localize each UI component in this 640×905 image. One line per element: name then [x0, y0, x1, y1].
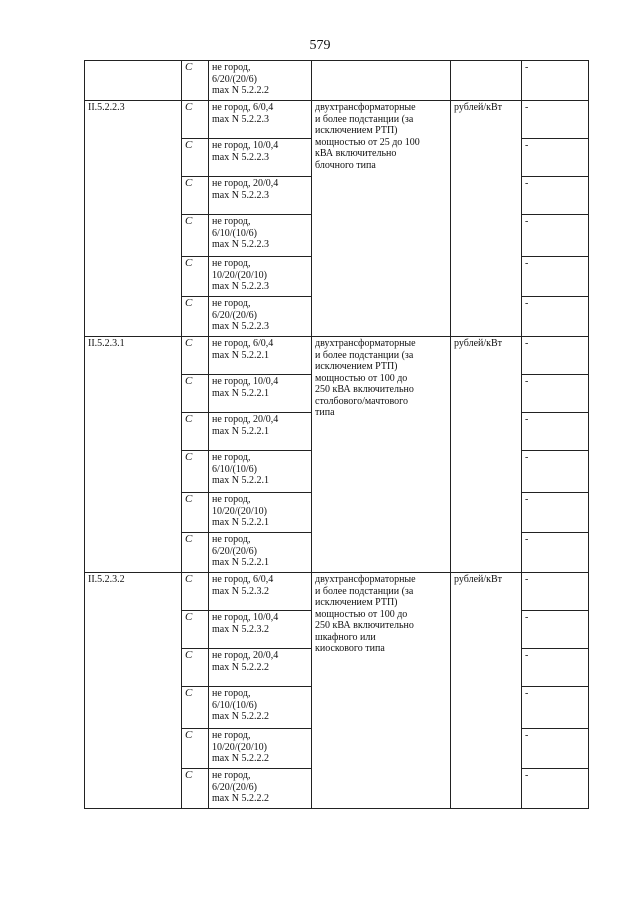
value-cell: -	[522, 413, 589, 451]
code-cell: II.5.2.2.3	[85, 101, 182, 337]
voltage-line: max N 5.2.2.3	[212, 321, 269, 332]
voltage-cell	[209, 413, 312, 451]
value-cell: -	[522, 177, 589, 215]
value-cell: -	[522, 375, 589, 413]
voltage-line: не город, 10/0,4	[212, 612, 279, 623]
unit-cell: рублей/кВт	[451, 573, 522, 809]
voltage-line: не город,	[212, 494, 251, 505]
letter-cell: C	[182, 729, 209, 769]
value-cell: -	[522, 687, 589, 729]
description-line: мощностью от 100 до	[315, 372, 408, 384]
voltage-line: 6/10/(10/6)	[212, 227, 257, 239]
description-line: и более подстанции (за	[315, 585, 414, 597]
voltage-line: 6/20/(20/6)	[212, 309, 257, 321]
voltage-line: 10/20/(20/10)	[212, 505, 267, 517]
voltage-line: max N 5.2.2.3	[212, 151, 269, 163]
voltage-line: не город,	[212, 298, 251, 309]
letter-cell: C	[182, 61, 209, 101]
table-row	[85, 101, 589, 139]
voltage-line: не город,	[212, 62, 251, 73]
voltage-line: не город, 10/0,4	[212, 140, 279, 151]
description-line: исключением РТП)	[315, 125, 398, 136]
voltage-line: не город,	[212, 770, 251, 781]
voltage-line: max N 5.2.2.1	[212, 517, 269, 528]
voltage-line: max N 5.2.2.2	[212, 85, 269, 96]
voltage-line: 10/20/(20/10)	[212, 269, 267, 281]
description-line: 250 кВА включительно	[315, 384, 414, 395]
voltage-line: max N 5.2.2.2	[212, 661, 269, 673]
voltage-cell	[209, 687, 312, 729]
value-cell: -	[522, 337, 589, 375]
voltage-cell	[209, 649, 312, 687]
voltage-cell	[209, 101, 312, 139]
voltage-cell	[209, 337, 312, 375]
description-line: столбового/мачтового	[315, 395, 408, 407]
description-line: кВА включительно	[315, 148, 397, 159]
description-line: и более подстанции (за	[315, 349, 414, 361]
value-cell: -	[522, 61, 589, 101]
voltage-cell	[209, 375, 312, 413]
table-row	[85, 61, 589, 101]
voltage-line: max N 5.2.2.1	[212, 475, 269, 486]
description-cell	[312, 101, 451, 337]
letter-cell: C	[182, 493, 209, 533]
unit-cell: рублей/кВт	[451, 101, 522, 337]
voltage-line: max N 5.2.2.2	[212, 711, 269, 722]
unit-cell: рублей/кВт	[451, 337, 522, 573]
value-cell: -	[522, 649, 589, 687]
page-number: 579	[309, 38, 331, 53]
voltage-line: не город, 6/0,4	[212, 102, 274, 113]
value-cell: -	[522, 611, 589, 649]
tariff-table-body	[85, 61, 589, 809]
voltage-line: 10/20/(20/10)	[212, 741, 267, 753]
code-cell: II.5.2.3.1	[85, 337, 182, 573]
voltage-line: max N 5.2.2.3	[212, 189, 269, 201]
value-cell: -	[522, 769, 589, 809]
voltage-line: не город, 20/0,4	[212, 178, 279, 189]
value-cell: -	[522, 139, 589, 177]
voltage-line: max N 5.2.2.1	[212, 387, 269, 399]
voltage-line: max N 5.2.3.2	[212, 623, 269, 635]
description-line: 250 кВА включительно	[315, 620, 414, 631]
value-cell: -	[522, 215, 589, 257]
description-line: мощностью от 25 до 100	[315, 136, 420, 148]
description-cell	[312, 337, 451, 573]
voltage-line: max N 5.2.2.3	[212, 281, 269, 292]
voltage-cell	[209, 177, 312, 215]
voltage-cell	[209, 297, 312, 337]
letter-cell: C	[182, 337, 209, 375]
letter-cell: C	[182, 257, 209, 297]
voltage-line: 6/10/(10/6)	[212, 463, 257, 475]
letter-cell: C	[182, 687, 209, 729]
voltage-line: не город, 20/0,4	[212, 650, 279, 661]
value-cell: -	[522, 451, 589, 493]
description-line: двухтрансформаторные	[315, 574, 416, 585]
voltage-line: max N 5.2.2.3	[212, 113, 269, 125]
letter-cell: C	[182, 573, 209, 611]
voltage-cell	[209, 61, 312, 101]
description-line: типа	[315, 407, 335, 418]
description-line: шкафного или	[315, 631, 376, 643]
voltage-line: max N 5.2.2.2	[212, 793, 269, 804]
voltage-line: 6/10/(10/6)	[212, 699, 257, 711]
description-line: блочного типа	[315, 159, 376, 171]
value-cell: -	[522, 493, 589, 533]
table-row	[85, 573, 589, 611]
value-cell: -	[522, 257, 589, 297]
voltage-cell	[209, 769, 312, 809]
letter-cell: C	[182, 413, 209, 451]
voltage-line: не город,	[212, 258, 251, 269]
letter-cell: C	[182, 649, 209, 687]
voltage-cell	[209, 729, 312, 769]
tariff-table	[84, 60, 589, 809]
description-cell	[312, 573, 451, 809]
unit-cell	[451, 61, 522, 101]
letter-cell: C	[182, 375, 209, 413]
description-line: исключением РТП)	[315, 597, 398, 608]
voltage-line: не город,	[212, 730, 251, 741]
value-cell: -	[522, 297, 589, 337]
value-cell: -	[522, 101, 589, 139]
code-cell: II.5.2.3.2	[85, 573, 182, 809]
voltage-line: max N 5.2.3.2	[212, 585, 269, 597]
table-row	[85, 337, 589, 375]
letter-cell: C	[182, 297, 209, 337]
voltage-cell	[209, 493, 312, 533]
letter-cell: C	[182, 215, 209, 257]
voltage-line: max N 5.2.2.1	[212, 557, 269, 568]
voltage-cell	[209, 451, 312, 493]
description-line: мощностью от 100 до	[315, 608, 408, 620]
description-line: двухтрансформаторные	[315, 102, 416, 113]
voltage-cell	[209, 611, 312, 649]
value-cell: -	[522, 533, 589, 573]
description-line: двухтрансформаторные	[315, 338, 416, 349]
voltage-line: не город, 20/0,4	[212, 414, 279, 425]
voltage-cell	[209, 573, 312, 611]
voltage-line: не город,	[212, 452, 251, 463]
value-cell: -	[522, 729, 589, 769]
letter-cell: C	[182, 101, 209, 139]
letter-cell: C	[182, 769, 209, 809]
description-line: киоскового типа	[315, 643, 385, 654]
letter-cell: C	[182, 533, 209, 573]
value-cell: -	[522, 573, 589, 611]
letter-cell: C	[182, 139, 209, 177]
description-line: исключением РТП)	[315, 361, 398, 372]
voltage-cell	[209, 139, 312, 177]
voltage-line: max N 5.2.2.3	[212, 239, 269, 250]
code-cell	[85, 61, 182, 101]
voltage-cell	[209, 533, 312, 573]
description-line: и более подстанции (за	[315, 113, 414, 125]
voltage-line: не город, 6/0,4	[212, 338, 274, 349]
voltage-cell	[209, 257, 312, 297]
voltage-line: не город,	[212, 534, 251, 545]
voltage-line: max N 5.2.2.2	[212, 753, 269, 764]
letter-cell: C	[182, 177, 209, 215]
voltage-line: не город,	[212, 216, 251, 227]
voltage-line: 6/20/(20/6)	[212, 73, 257, 85]
description-cell	[312, 61, 451, 101]
voltage-line: max N 5.2.2.1	[212, 425, 269, 437]
voltage-line: 6/20/(20/6)	[212, 545, 257, 557]
letter-cell: C	[182, 611, 209, 649]
letter-cell: C	[182, 451, 209, 493]
voltage-line: не город, 6/0,4	[212, 574, 274, 585]
voltage-cell	[209, 215, 312, 257]
voltage-line: не город, 10/0,4	[212, 376, 279, 387]
voltage-line: не город,	[212, 688, 251, 699]
voltage-line: 6/20/(20/6)	[212, 781, 257, 793]
voltage-line: max N 5.2.2.1	[212, 349, 269, 361]
